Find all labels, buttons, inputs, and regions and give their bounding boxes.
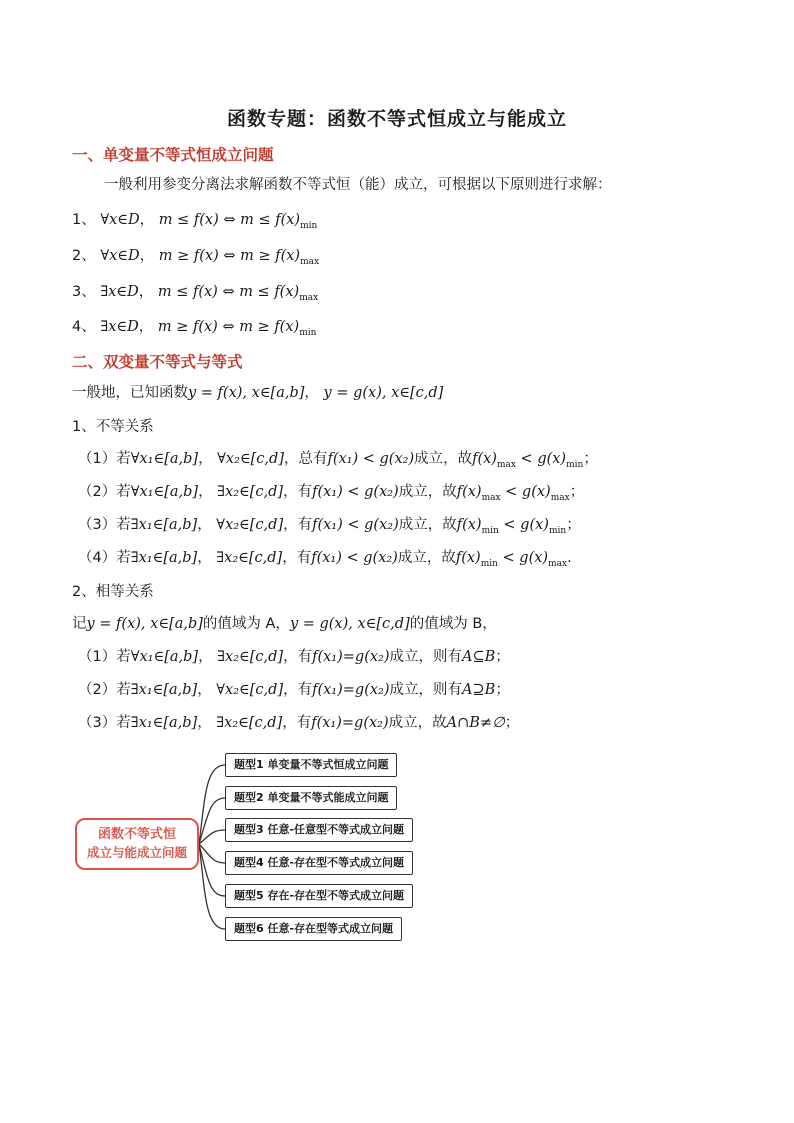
page-title: 函数专题：函数不等式恒成立与能成立 <box>226 108 567 130</box>
rule-3: 3、 ∃x∈D， m ≤ f(x) ⇔ $m \le f(x)_{max}$ <box>72 284 319 303</box>
mindmap-center: 函数不等式恒 成立与能成立问题 <box>75 818 199 870</box>
eq-title: 2、相等关系 <box>72 584 154 600</box>
eq-item-1: （1）若∀x₁∈[a,b]， ∃x₂∈[c,d]，有f(x₁)=g(x₂)成立，则有A⊆B； <box>78 649 510 665</box>
eq-intro: 记y = f(x), x∈[a,b]的值域为 A，y = g(x), x∈[c,d]的值域为 B， <box>72 616 497 632</box>
mindmap-node-4: 题型4 任意-存在型不等式成立问题 <box>225 851 413 875</box>
mindmap-node-3: 题型3 任意-任意型不等式成立问题 <box>225 818 413 842</box>
eq-item-3: （3）若∃x₁∈[a,b]， ∃x₂∈[c,d]，有f(x₁)=g(x₂)成立，故A∩B≠∅； <box>78 715 520 731</box>
mindmap-node-6: 题型6 任意-存在型等式成立问题 <box>225 917 402 941</box>
mindmap-node-5: 题型5 存在-存在型不等式成立问题 <box>225 884 413 908</box>
rule-4: 4、 ∃x∈D， m ≥ f(x) ⇔ $m \ge f(x)_{min}$ <box>72 319 317 338</box>
given-functions: 一般地，已知函数y = f(x), x∈[a,b]， y = g(x), x∈[c,d] <box>72 385 444 401</box>
ineq-item-2: （2）若∀x₁∈[a,b]， ∃x₂∈[c,d]，有f(x₁) < g(x₂)成立，故$f(x)_{max} < g(x)_{max}$； <box>78 484 585 503</box>
ineq-title: 1、不等关系 <box>72 419 154 435</box>
section1-intro: 一般利用参变分离法求解函数不等式恒（能）成立，可根据以下原则进行求解： <box>104 177 612 193</box>
section2-heading: 二、双变量不等式与等式 <box>72 353 243 371</box>
rule-1: 1、 ∀x∈D， m ≤ f(x) ⇔ $m \le f(x)_{min}$ <box>72 212 318 231</box>
mindmap-node-1: 题型1 单变量不等式恒成立问题 <box>225 753 397 777</box>
eq-item-2: （2）若∃x₁∈[a,b]， ∀x₂∈[c,d]，有f(x₁)=g(x₂)成立，则有A⊇B； <box>78 682 510 698</box>
ineq-item-1: （1）若∀x₁∈[a,b]， ∀x₂∈[c,d]，总有f(x₁) < g(x₂)成立，故$f(x)_{max} < g(x)_{min}$； <box>78 451 598 470</box>
ineq-item-3: （3）若∃x₁∈[a,b]， ∀x₂∈[c,d]，有f(x₁) < g(x₂)成立，故$f(x)_{min} < g(x)_{min}$； <box>78 517 581 536</box>
section1-heading: 一、单变量不等式恒成立问题 <box>72 146 274 164</box>
rule-2: 2、 ∀x∈D， m ≥ f(x) ⇔ $m \ge f(x)_{max}$ <box>72 248 320 267</box>
ineq-item-4: （4）若∃x₁∈[a,b]， ∃x₂∈[c,d]，有f(x₁) < g(x₂)成立，故$f(x)_{min} < g(x)_{max}$. <box>78 550 572 569</box>
mindmap-node-2: 题型2 单变量不等式能成立问题 <box>225 786 397 810</box>
